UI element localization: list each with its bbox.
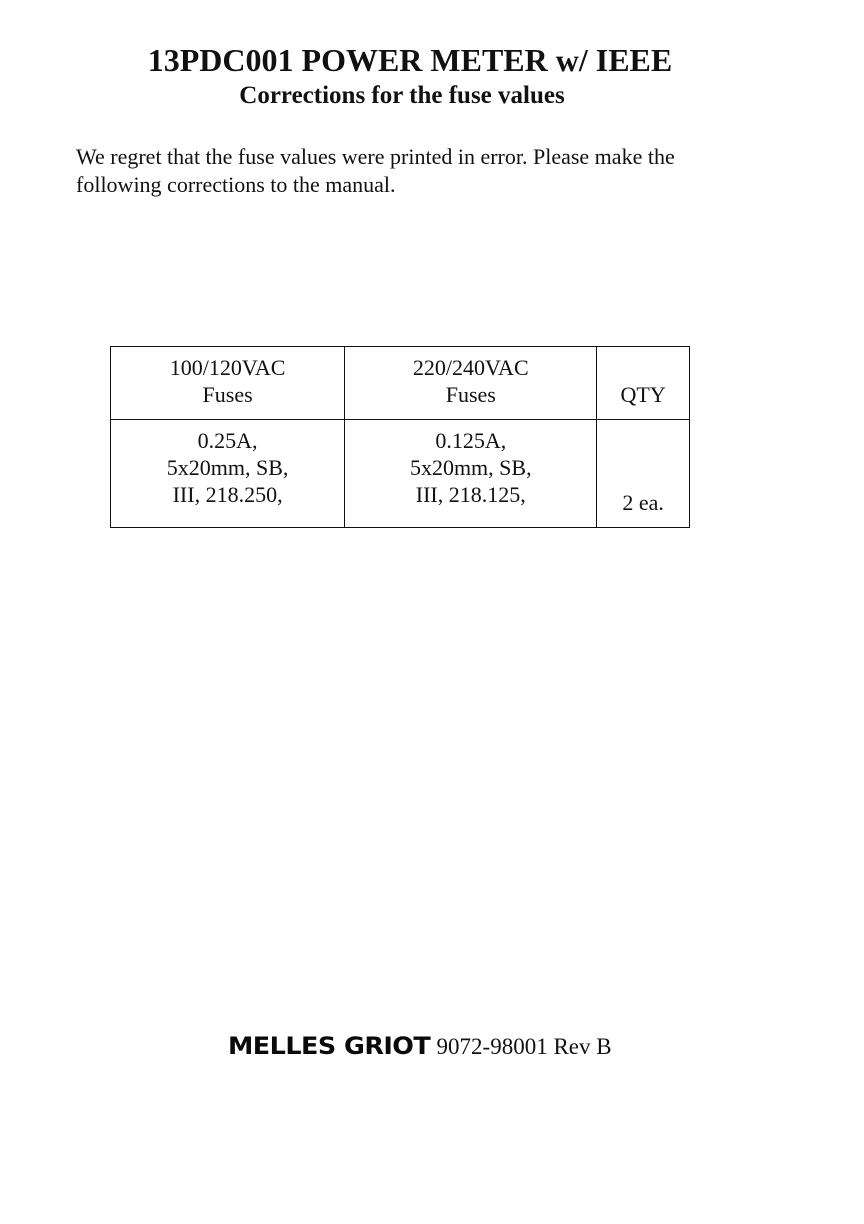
cell-text: III, 218.250, [172, 482, 283, 507]
table-header-row [111, 347, 690, 420]
cell-text: 0.125A, [435, 428, 507, 453]
intro-paragraph [76, 143, 776, 199]
table-row [111, 420, 690, 528]
header-cell-220-240vac [345, 347, 597, 420]
header-text: Fuses [445, 382, 496, 407]
intro-line: following corrections to the manual. [76, 172, 396, 197]
header-cell-100-120vac [111, 347, 345, 420]
header-text: Fuses [202, 382, 253, 407]
cell-text: III, 218.125, [415, 482, 526, 507]
intro-line: We regret that the fuse values were printed in error. Please make the [76, 144, 675, 169]
header-text: 100/120VAC [169, 355, 286, 380]
header-text: 220/240VAC [412, 355, 529, 380]
document-number: 9072-98001 Rev B [436, 1034, 612, 1059]
header-text: QTY [620, 382, 666, 407]
cell-fuse-220-240vac [345, 420, 597, 528]
header-cell-qty [597, 347, 690, 420]
page-subtitle: Corrections for the fuse values [239, 82, 565, 109]
cell-fuse-100-120vac [111, 420, 345, 528]
melles-griot-logo: MELLES GRIOT [228, 1032, 431, 1060]
cell-qty [597, 420, 690, 528]
page-title: 13PDC001 POWER METER w/ IEEE [147, 42, 673, 78]
cell-text: 5x20mm, SB, [166, 455, 289, 480]
cell-text: 0.25A, [197, 428, 258, 453]
fuse-corrections-table [110, 346, 690, 528]
cell-text: 5x20mm, SB, [409, 455, 532, 480]
footer [228, 1030, 648, 1063]
cell-text: 2 ea. [622, 490, 664, 515]
